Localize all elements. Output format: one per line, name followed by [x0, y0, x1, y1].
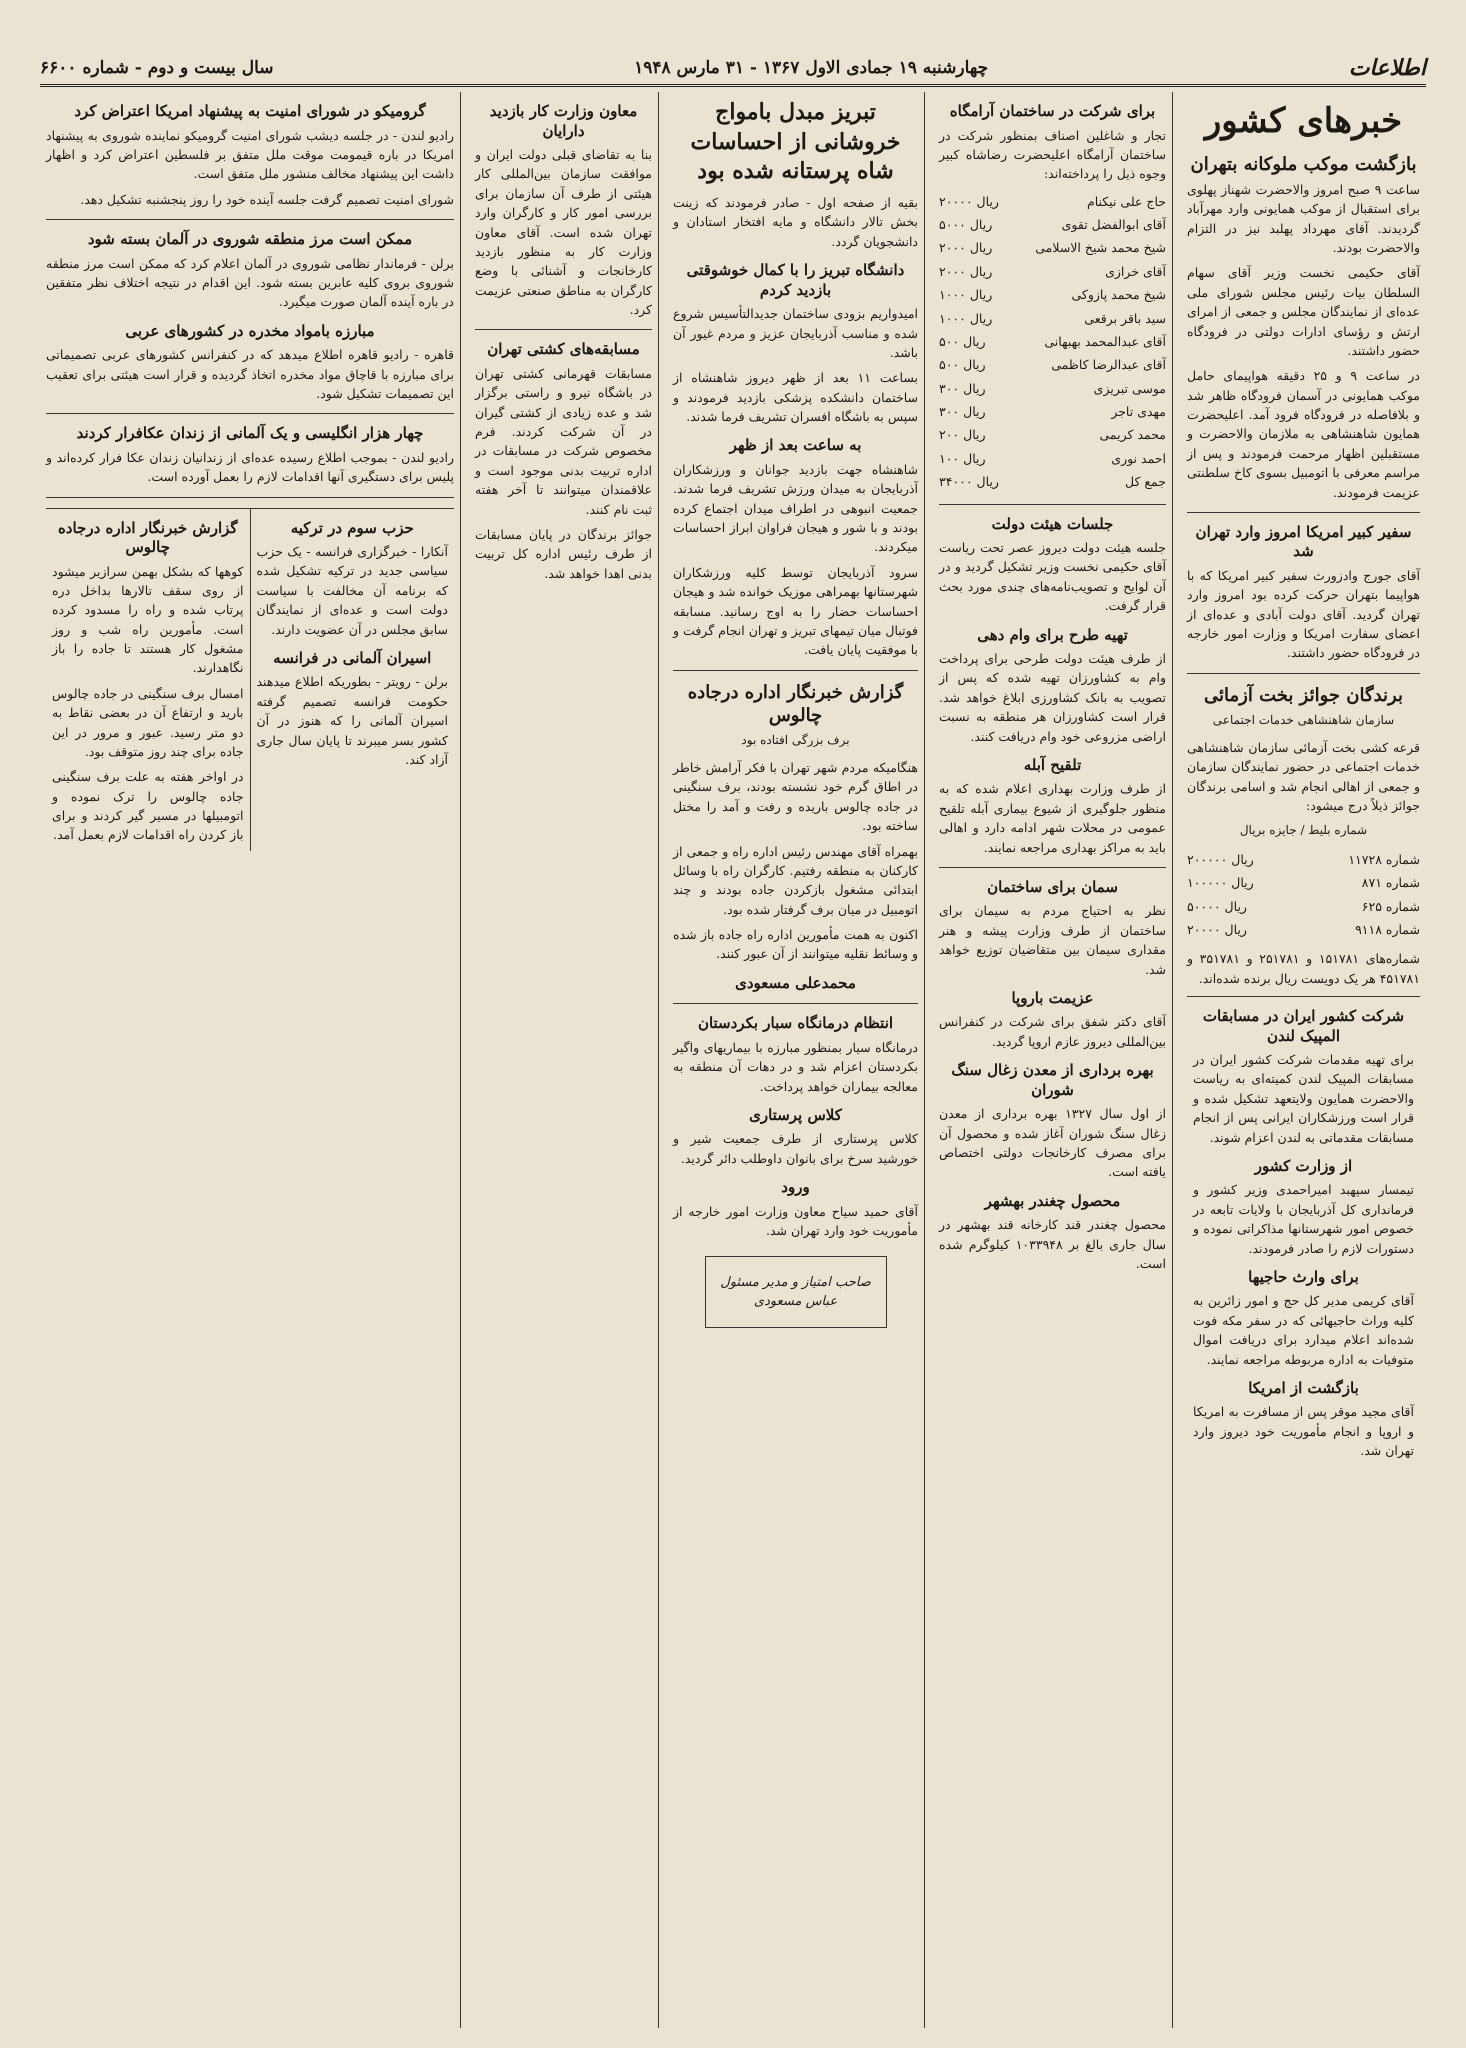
article-text: کوهها که بشکل بهمن سرازیر میشود از روی سقف تالارها بداخل دره پرتاب شده و راه را مسدود کرده است. مأمورین راه شب و روز مشغول کار هستند تا جاده را باز نگاهدارند. [52, 563, 244, 676]
table-row [939, 330, 1166, 353]
headline: جلسات هیئت دولت [991, 514, 1114, 533]
article-text: کلاس پرستاری از طرف جمعیت شیر و خورشید سرخ برای بانوان داوطلب دائر گردید. [673, 1131, 918, 1166]
article-text: بقیه از صفحه اول - صادر فرمودند که زینت بخش تالار دانشگاه و مایه افتخار استادان و دانشجویان گردد. [673, 195, 918, 249]
donation-amount: ۵۰۰۰ ریال [939, 217, 993, 232]
article-text: آقای حمید سیاح معاون وزارت امور خارجه از مأموریت خود وارد تهران شد. [673, 1203, 918, 1239]
headline: برای وارث حاجیها [1248, 1267, 1359, 1286]
article-text: رادیو لندن - در جلسه دیشب شورای امنیت گرومیکو نماینده شوروی به پیشنهاد امریکا در باره قیمومت موقت ملل متفق بر فلسطین اعتراض کرد و اظهار داشت این پیشنهاد مخالف منشور ملل متفق است. [46, 127, 454, 182]
headline: دانشگاه تبریز را با کمال خوشوقتی بازدید کردم [686, 261, 905, 299]
headline: به ساعت بعد از ظهر [729, 436, 862, 455]
divider [939, 867, 1166, 868]
table-row [939, 283, 1166, 306]
article-text: تجار و شاغلین اصناف بمنظور شرکت در ساختمان آرامگاه اعلیحضرت رضاشاه کبیر وجوه ذیل را پرداخته‌اند: [939, 127, 1166, 182]
article-text: از طرف هیئت دولت طرحی برای پرداخت وام به کشاورزان تهیه شده که پس از تصویب به بانک کشاورزی ابلاغ خواهد شد. قرار است کشاورزان هر منطقه به نسبت اراضی مزروعی خود وام دریافت کنند. [939, 651, 1166, 744]
headline: گزارش خبرنگار اداره درجاده چالوس [57, 518, 238, 556]
donation-amount: ۱۰۰۰ ریال [939, 287, 993, 303]
headline: تلقیح آبله [1023, 755, 1082, 774]
article-text: رادیو لندن - بموجب اطلاع رسیده عده‌ای از زندانیان زندان عکا فرار کرده‌اند و پلیس برای دستگیری آنها اقدامات لازم را بعمل آورده است. [46, 449, 454, 485]
prize-label: شماره ۶۲۵ [1361, 898, 1420, 914]
donor-name: محمد کریمی [1099, 427, 1166, 443]
article-text: شاهنشاه جهت بازدید جوانان و ورزشکاران آذربایجان به میدان ورزش تشریف فرما شدند. جمعیت انبوهی در اطراف میدان اجتماع کرده بودند و با شور و هیجان فراوان ابراز احساسات میکردند. [673, 461, 918, 555]
article-text: مسابقات قهرمانی کشتی تهران در باشگاه نیرو و راستی برگزار شد و عده زیادی از کشتی گیران در آن شرکت کردند. فرم مخصوص شرکت در مسابقات در اداره تربیت بدنی موجود است و علاقمندان میتوانند تا آخر هفته ثبت نام کنند. [475, 365, 652, 517]
divider [673, 670, 918, 671]
article-text: بهمراه آقای مهندس رئیس اداره راه و جمعی از کارکنان به منطقه رفتیم. کارگران راه با وسائل ابتدائی مشغول بازکردن جاده بودند و چند اتومبیل در میان برف گرفتار شده بود. [673, 843, 918, 917]
article-text: امسال برف سنگینی در جاده چالوس بارید و ارتفاع آن در بعضی نقاط به دو متر رسید. عبور و مرور در این جاده برای چند روز متوقف بود. [52, 685, 244, 759]
article-text: در اواخر هفته به علت برف سنگینی جاده چالوس را ترک نموده و اتومبیلها در مسیر گیر کردند و برای باز کردن راه اقدامات لازم بعمل آمد. [52, 769, 244, 843]
divider [1187, 673, 1420, 674]
headline: اسیران آلمانی در فرانسه [273, 648, 432, 667]
donor-name: مهدی تاجر [1111, 404, 1166, 419]
prize-label: شماره ۸۷۱ [1361, 875, 1420, 891]
table-row [939, 470, 1166, 493]
headline: گرومیکو در شورای امنیت به پیشنهاد امریکا اعتراض کرد [74, 102, 426, 120]
table-row [939, 213, 1166, 236]
headline: تبریز مبدل بامواج خروشانی از احساسات شاه پرستانه شده بود [690, 99, 901, 185]
table-row [939, 236, 1166, 259]
headline: گزارش خبرنگار اداره درجاده چالوس [687, 681, 904, 727]
table-row [1187, 895, 1420, 918]
donation-amount: ۳۰۰ ریال [939, 404, 986, 419]
table-row [939, 400, 1166, 423]
headline: بازگشت موکب ملوکانه بتهران [1190, 153, 1417, 175]
headline: حزب سوم در ترکیه [290, 518, 414, 537]
headline: عزیمت باروپا [1011, 988, 1094, 1007]
prize-label: شماره ۹۱۱۸ [1355, 921, 1420, 937]
headline: چهار هزار انگلیسی و یک آلمانی از زندان عکافرار کردند [76, 424, 424, 443]
headline: سمان برای ساختمان [987, 877, 1118, 896]
article-text: آقای کریمی مدیر کل حج و امور زائرین به کلیه وراث حاجیهائی که در سفر مکه فوت شده‌اند اعلام میدارد برای دریافت اموال متوفیات به اداره مربوطه مراجعه نمایند. [1193, 1293, 1414, 1367]
donation-amount: ۲۰۰۰ ریال [939, 240, 993, 256]
donor-name: آقای خرازی [1105, 263, 1166, 279]
column-5 [40, 92, 461, 2028]
headline: شرکت کشور ایران در مسابقات المپیک لندن [1202, 1007, 1405, 1045]
table-row [939, 190, 1166, 213]
article-text: آقای حکیمی نخست وزیر آقای سهام السلطان بیات رئیس مجلس شورای ملی عده‌ای از نمایندگان مجلس و جمعی از امرای ارتش و رؤسای ادارات دولتی در فرودگاه حضور داشتند. [1187, 265, 1420, 358]
article-text: بساعت ۱۱ بعد از ظهر دیروز شاهنشاه از ساختمان دانشکده پزشکی بازدید فرمودند و سپس به باشگاه افسران تشریف فرما شدند. [673, 370, 918, 425]
sub-headline: برف بزرگی افتاده بود [741, 733, 850, 748]
publisher-stamp [705, 1256, 887, 1328]
article-text: آقای جورج وادزورث سفیر کبیر امریکا که با هواپیما بتهران حرکت کرده بود امروز وارد تهران گردید. آقای دولت آبادی و عده‌ای از اعضای سفارت امریکا و وزارت امور خارجه در فرودگاه حضور داشتند. [1187, 567, 1420, 661]
headline: از وزارت کشور [1254, 1156, 1353, 1175]
donation-amount: ۳۴۰۰۰ ریال [939, 474, 999, 490]
headline: کلاس پرستاری [749, 1105, 842, 1124]
donation-table [939, 190, 1166, 494]
article-text: قرعه کشی بخت آزمائی سازمان شاهنشاهی خدمات اجتماعی در حضور نمایندگان سازمان و جمعی از اهالی انجام شد و اسامی برندگان جوائز ذیلاً درج میشود: [1187, 739, 1420, 813]
article-text: هنگامیکه مردم شهر تهران با فکر آرامش خاطر در اطاق گرم خود نشسته بودند، برف سنگینی در جاده چالوس باریده و رفت و آمد را مختل ساخته بود. [673, 760, 918, 834]
article-text: در ساعت ۹ و ۲۵ دقیقه هواپیمای حامل موکب همایونی در آسمان فرودگاه ظاهر شد و بلافاصله در فرودگاه فرود آمد. اعلیحضرت همایون شاهنشاهی به ملازمان والاحضرت و مستقبلین اظهار مرحمت فرمودند و پس از مراسم معرفی با اتومبیل بسوی کاخ سلطنتی عزیمت فرمودند. [1187, 368, 1420, 500]
article-text: برای تهیه مقدمات شرکت کشور ایران در مسابقات المپیک لندن کمیته‌ای به ریاست والاحضرت همایون ولایتعهد تشکیل شده و قرار است ورزشکاران ایرانی پس از انجام مسابقات مقدماتی به لندن اعزام شوند. [1193, 1052, 1414, 1145]
prize-value: ۲۰۰۰۰ ریال [1187, 921, 1247, 937]
donor-name: حاج علی نیکنام [1086, 193, 1166, 209]
headline: بهره برداری از معدن زغال سنگ شوران [951, 1061, 1154, 1099]
section-title: خبرهای کشور [1204, 101, 1403, 141]
table-row [939, 353, 1166, 376]
sub-column [251, 509, 455, 851]
article-text: بنا به تقاضای قبلی دولت ایران و موافقت سازمان بین‌المللی کار هیئتی از طرف آن سازمان برای بررسی امور کار و کارگران وارد تهران شده است. آقای معاون وزارت کار به منظور بازدید کارخانجات و آشنائی با وضع کارگران به مناطق صنعتی عزیمت کرد. [475, 147, 652, 317]
table-row [939, 307, 1166, 330]
table-row [1187, 848, 1420, 871]
prize-value: ۲۰۰۰۰۰ ریال [1187, 851, 1254, 867]
headline: مبارزه بامواد مخدره در کشورهای عربی [125, 321, 375, 340]
prize-value: ۵۰۰۰۰ ریال [1187, 898, 1247, 914]
article-text: آنکارا - خبرگزاری فرانسه - یک حزب سیاسی جدید در ترکیه تشکیل شده که برنامه آن مخالفت با سیاست دولت است و عده‌ای از نمایندگان سابق مجلس در آن عضویت دارند. [256, 544, 448, 637]
headline: انتظام درمانگاه سبار بکردستان [697, 1014, 894, 1033]
headline: ممکن است مرز منطقه شوروی در آلمان بسته شود [87, 230, 413, 248]
article-text: از اول سال ۱۳۲۷ بهره برداری از معدن زغال سنگ شوران آغاز شده و محصول آن برای مصرف کارخانجات دولتی اختصاص یافته است. [939, 1106, 1167, 1180]
donor-name: احمد نوری [1111, 450, 1166, 466]
donation-amount: ۵۰۰ ریال [939, 333, 986, 349]
masthead-logo: اطلاعات [1348, 55, 1426, 81]
prize-value: ۱۰۰۰۰۰ ریال [1187, 875, 1254, 891]
stamp-line: عباس مسعودی [753, 1294, 838, 1310]
prize-table [1187, 848, 1420, 942]
headline: ورود [781, 1178, 810, 1197]
divider [46, 497, 454, 498]
divider [475, 329, 652, 330]
divider [939, 504, 1166, 505]
sub-column [1187, 997, 1420, 1467]
sub-headline: سازمان شاهنشاهی خدمات اجتماعی [1212, 713, 1395, 728]
donation-amount: ۳۰۰ ریال [939, 380, 986, 396]
donation-amount: ۱۰۰ ریال [939, 450, 986, 466]
headline: محصول چغندر بهشهر [984, 1191, 1121, 1210]
article-text: سرود آذربایجان توسط کلیه ورزشکاران شهرستانها بهمراهی موزیک خوانده شد و هیجان احساسات حضار را به اوج رسانید. مسابقه فوتبال میان تیمهای تبریز و تهران انجام گرفت و با موفقیت پایان یافت. [673, 564, 918, 658]
stamp-line: صاحب امتیاز و مدیر مسئول [720, 1274, 871, 1290]
donation-amount: ۲۰۰ ریال [939, 427, 986, 443]
article-text: ساعت ۹ صبح امروز والاحضرت شهناز پهلوی برای استقبال از موکب همایونی وارد مهرآباد گردیدند. آقای مهرداد پهلبد نیز در التزام والاحضرت بودند. [1187, 181, 1420, 256]
sub-column [46, 509, 251, 851]
headline: معاون وزارت کار بازدید دارایان [489, 102, 638, 140]
column-2 [933, 92, 1173, 2028]
donation-amount: ۲۰۰۰ ریال [939, 263, 993, 279]
masthead [40, 52, 1426, 87]
donation-amount: ۲۰۰۰۰ ریال [939, 193, 999, 209]
two-column-block [1187, 996, 1420, 1467]
table-row [939, 447, 1166, 470]
table-row [939, 260, 1166, 283]
article-text: برلن - رویتر - بطوریکه اطلاع میدهند حکومت فرانسه تصمیم گرفته اسیران آلمانی را که هنوز در آن کشور بسر میبرند تا پایان سال جاری آزاد کند. [256, 674, 448, 767]
column-4 [469, 92, 659, 2028]
table-row [939, 423, 1166, 446]
two-column-block [46, 508, 454, 851]
article-text: محصول چغندر قند کارخانه قند بهشهر در سال جاری بالغ بر ۱۰۳۳۹۴۸ کیلوگرم شده است. [939, 1217, 1166, 1271]
author-signature: محمدعلی مسعودی [735, 973, 856, 992]
article-text: آقای مجید موقر پس از مسافرت به امریکا و اروپا و انجام مأموریت خود دیروز وارد تهران شد. [1193, 1404, 1414, 1459]
headline: بازگشت از امریکا [1248, 1378, 1359, 1397]
donor-name: جمع کل [1125, 474, 1166, 490]
article-text: قاهره - رادیو قاهره اطلاع میدهد که در کنفرانس کشورهای عربی تصمیماتی برای مبارزه با قاچاق مواد مخدره اتخاذ گردیده و قرار است هیئتی برای تعقیب این تصمیمات تشکیل شود. [46, 347, 454, 401]
article-text: نظر به احتیاج مردم به سیمان برای ساختمان از طرف وزارت پیشه و هنر مقداری سیمان بین متقاضیان توزیع خواهد شد. [939, 903, 1166, 977]
article-text: امیدواریم بزودی ساختمان جدیدالتأسیس شروع شده و مناسب آذربایجان عزیز و مردم غیور آن باشد. [673, 306, 918, 360]
headline: تهیه طرح برای وام دهی [977, 625, 1128, 644]
prize-table-header: شماره بلیط / جایزه بریال [1239, 823, 1368, 838]
donation-amount: ۵۰۰ ریال [939, 357, 986, 373]
donor-name: آقای ابوالفضل تقوی [1061, 217, 1166, 232]
divider [1187, 512, 1420, 513]
headline: مسابقه‌های کشتی تهران [487, 340, 640, 359]
donor-name: شیخ محمد شیخ الاسلامی [1035, 240, 1166, 256]
masthead-issue: سال بیست و دوم - شماره ۶۶۰۰ [40, 58, 274, 78]
article-text: برلن - فرماندار نظامی شوروی در آلمان اعلام کرد که ممکن است مرز منطقه شوروی بروی کلیه عابرین بسته شود. این اقدام در نتیجه اختلاف نظر متفقین در باره آینده آلمان صورت میگیرد. [46, 255, 454, 310]
donation-amount: ۱۰۰۰ ریال [939, 310, 993, 326]
divider [46, 413, 454, 414]
article-text: شماره‌های ۱۵۱۷۸۱ و ۲۵۱۷۸۱ و ۳۵۱۷۸۱ و ۴۵۱۷۸۱ هر یک دویست ریال برنده شده‌اند. [1187, 951, 1421, 986]
column-3 [667, 92, 925, 2028]
headline: برندگان جوائز بخت آزمائی [1204, 684, 1403, 706]
donor-name: آقای عبدالرضا کاظمی [1051, 357, 1166, 373]
article-text: درمانگاه سیار بمنظور مبارزه با بیماریهای واگیر بکردستان اعزام شد و در دهات آن منطقه به معالجه بیماران خواهد پرداخت. [673, 1039, 918, 1094]
article-text: جوائز برندگان در پایان مسابقات از طرف رئیس اداره کل تربیت بدنی اهدا خواهد شد. [475, 526, 652, 581]
headline: سفیر کبیر امریکا امروز وارد تهران شد [1195, 522, 1412, 561]
headline: برای شرکت در ساختمان آرامگاه [949, 102, 1156, 120]
article-text: تیمسار سپهبد امیراحمدی وزیر کشور و فرمانداری کل آذربایجان با ولایات تابعه در خصوص امور شهرستانها مذاکراتی نموده و دستورات لازم را صادر فرمودند. [1193, 1182, 1414, 1256]
donor-name: آقای عبدالمحمد بهبهانی [1044, 333, 1166, 349]
divider [46, 219, 454, 220]
table-row [1187, 871, 1420, 894]
column-1 [1181, 92, 1426, 2028]
donor-name: موسی تبریزی [1093, 380, 1166, 396]
donor-name: سید باقر برقعی [1084, 310, 1166, 326]
masthead-date: چهارشنبه ۱۹ جمادی الاول ۱۳۶۷ - ۳۱ مارس ۱۹۴۸ [634, 58, 989, 78]
article-text: شورای امنیت تصمیم گرفت جلسه آینده خود را روز پنجشنبه تشکیل دهد. [80, 191, 454, 207]
article-text: از طرف وزارت بهداری اعلام شده که به منظور جلوگیری از شیوع بیماری آبله تلقیح عمومی در محلات شهر ادامه دارد و اهالی باید به مراکز بهداری مراجعه نمایند. [939, 781, 1166, 855]
table-row [1187, 918, 1420, 941]
donor-name: شیخ محمد پازوکی [1071, 287, 1166, 303]
prize-label: شماره ۱۱۷۲۸ [1348, 851, 1420, 867]
table-row [939, 377, 1166, 400]
article-text: جلسه هیئت دولت دیروز عصر تحت ریاست آقای حکیمی نخست وزیر تشکیل گردید و در آن لوایح و تصویب‌نامه‌های چندی مورد بحث قرار گرفت. [939, 540, 1166, 614]
article-text: آقای دکتر شفق برای شرکت در کنفرانس بین‌المللی دیروز عازم اروپا گردید. [939, 1014, 1166, 1049]
article-text: اکنون به همت مأمورین اداره راه جاده باز شده و وسائط نقلیه میتوانند از آن عبور کنند. [673, 927, 918, 962]
divider [673, 1003, 918, 1004]
